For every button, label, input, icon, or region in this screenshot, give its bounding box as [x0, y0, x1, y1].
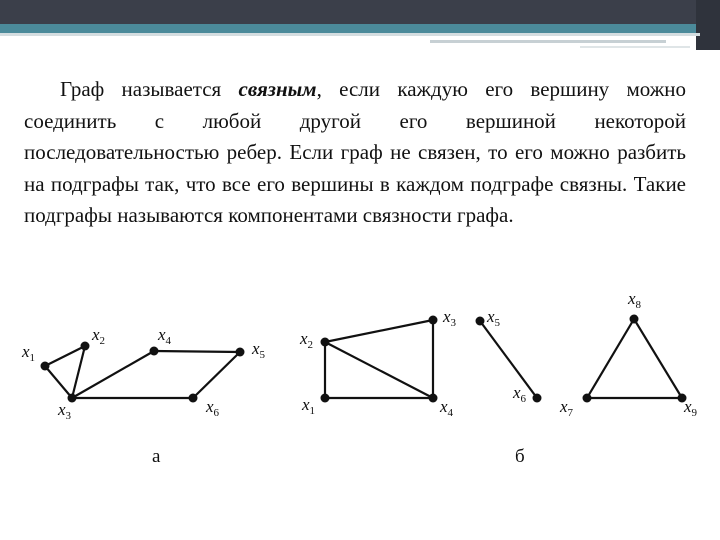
vertex: [150, 347, 159, 356]
vertex-label: $x_6$: [513, 383, 527, 405]
edge: [325, 320, 433, 342]
vertex-label: $x_3$: [443, 307, 457, 329]
graph-b-edges: [325, 319, 682, 398]
vertex: [236, 348, 245, 357]
graph-a-edges: [45, 346, 240, 398]
edge: [45, 366, 72, 398]
vertex-label: $x_5$: [252, 339, 266, 361]
edge: [154, 351, 240, 352]
edge: [634, 319, 682, 398]
vertex: [533, 394, 542, 403]
vertex-label: $x_4$: [158, 325, 172, 347]
vertex-label: $x_7$: [560, 397, 574, 419]
edge: [480, 321, 537, 398]
vertex: [630, 315, 639, 324]
vertex: [321, 394, 330, 403]
vertex: [476, 317, 485, 326]
vertex: [68, 394, 77, 403]
edge: [72, 351, 154, 398]
caption-a: а: [152, 446, 161, 467]
vertex: [583, 394, 592, 403]
vertex: [429, 394, 438, 403]
caption-b: б: [515, 446, 525, 467]
vertex-label: $x_1$: [22, 342, 36, 364]
graph-b-vertices: [321, 315, 687, 403]
edge: [72, 346, 85, 398]
vertex-label: $x_8$: [628, 289, 642, 311]
edge: [587, 319, 634, 398]
vertex-label: $x_2$: [92, 325, 106, 347]
vertex: [41, 362, 50, 371]
edge: [325, 342, 433, 398]
edge: [45, 346, 85, 366]
vertex: [429, 316, 438, 325]
vertex-label: $x_1$: [302, 395, 316, 417]
vertex: [321, 338, 330, 347]
vertex: [189, 394, 198, 403]
vertex-label: $x_6$: [206, 397, 220, 419]
vertex: [81, 342, 90, 351]
vertex-label: $x_5$: [487, 307, 501, 329]
vertex-label: $x_2$: [300, 329, 314, 351]
paragraph-intro: Граф называется: [60, 77, 239, 101]
vertex-label: $x_4$: [440, 397, 454, 419]
vertex-label: $x_9$: [684, 397, 698, 419]
vertex-label: $x_3$: [58, 400, 72, 422]
edge: [193, 352, 240, 398]
paragraph-rest: , если каждую его вершину можно соединить с любой другой его вершиной некоторой последовательностью ребер. Если граф не связен, то его можно разбить на подграфы так, что все его вершины в каждом подграфе связны. Такие подграфы называются компонентами связности графа.: [24, 77, 687, 227]
term-connected: связным: [238, 77, 317, 101]
